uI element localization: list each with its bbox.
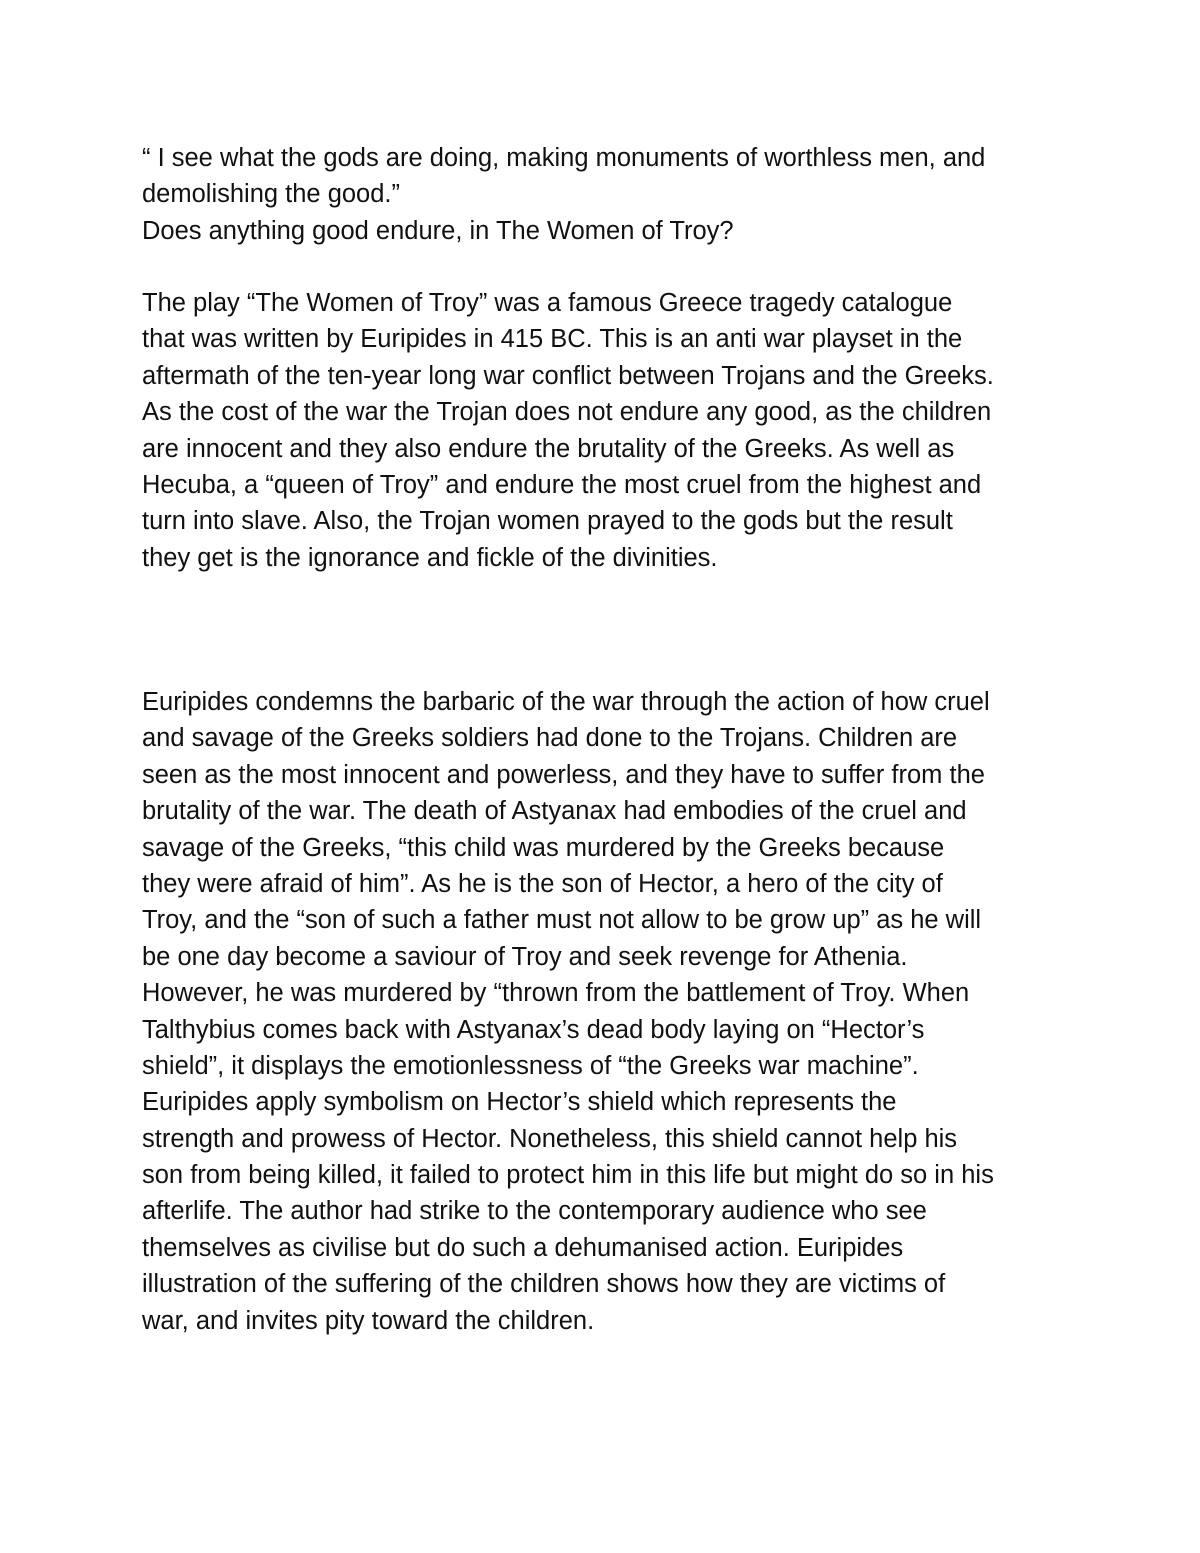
paragraph-line: As the cost of the war the Trojan does not endure any good, as the children (142, 398, 992, 427)
paragraph-body (142, 684, 1072, 1339)
paragraph-line: afterlife. The author had strike to the contemporary audience who see (142, 1197, 927, 1226)
paragraph-line: Euripides apply symbolism on Hector’s shield which represents the (142, 1088, 897, 1117)
paragraph-line: seen as the most innocent and powerless, and they have to suffer from the (142, 760, 985, 789)
paragraph-line: strength and prowess of Hector. Nonetheless, this shield cannot help his (142, 1124, 958, 1153)
paragraph-line: savage of the Greeks, “this child was murdered by the Greeks because (142, 833, 945, 862)
paragraph-line: son from being killed, it failed to protect him in this life but might do so in his (142, 1161, 994, 1190)
paragraph-line: However, he was murdered by “thrown from the battlement of Troy. When (142, 979, 970, 1008)
paragraph-introduction (142, 285, 1072, 576)
paragraph-line: they get is the ignorance and fickle of the divinities. (142, 543, 718, 572)
paragraph-line: turn into slave. Also, the Trojan women prayed to the gods but the result (142, 507, 953, 536)
paragraph-line: illustration of the suffering of the children shows how they are victims of (142, 1270, 946, 1299)
paragraph-line: that was written by Euripides in 415 BC. This is an anti war playset in the (142, 325, 963, 354)
paragraph-line: The play “The Women of Troy” was a famous Greece tragedy catalogue (142, 289, 953, 317)
paragraph-line: be one day become a saviour of Troy and seek revenge for Athenia. (142, 942, 908, 971)
epigraph-quote-line: “ I see what the gods are doing, making monuments of worthless men, and (142, 144, 986, 172)
paragraph-line: aftermath of the ten-year long war conflict between Trojans and the Greeks. (142, 361, 994, 390)
paragraph-line: shield”, it displays the emotionlessness of “the Greeks war machine”. (142, 1051, 919, 1080)
paragraph-line: brutality of the war. The death of Astyanax had embodies of the cruel and (142, 797, 967, 826)
paragraph-line: Talthybius comes back with Astyanax’s dead body laying on “Hector’s (142, 1015, 925, 1044)
paragraph-line: Euripides condemns the barbaric of the war through the action of how cruel (142, 688, 990, 716)
essay-header (142, 140, 1072, 249)
paragraph-line: Hecuba, a “queen of Troy” and endure the most cruel from the highest and (142, 470, 982, 499)
paragraph-line: themselves as civilise but do such a dehumanised action. Euripides (142, 1233, 904, 1262)
paragraph-line: war, and invites pity toward the children. (142, 1306, 595, 1335)
essay-question: Does anything good endure, in The Women of Troy? (142, 216, 734, 245)
epigraph-quote-line: demolishing the good.” (142, 180, 401, 209)
paragraph-line: they were afraid of him”. As he is the son of Hector, a hero of the city of (142, 869, 943, 898)
paragraph-line: Troy, and the “son of such a father must not allow to be grow up” as he will (142, 906, 982, 935)
paragraph-line: and savage of the Greeks soldiers had done to the Trojans. Children are (142, 724, 958, 753)
paragraph-line: are innocent and they also endure the brutality of the Greeks. As well as (142, 434, 955, 463)
